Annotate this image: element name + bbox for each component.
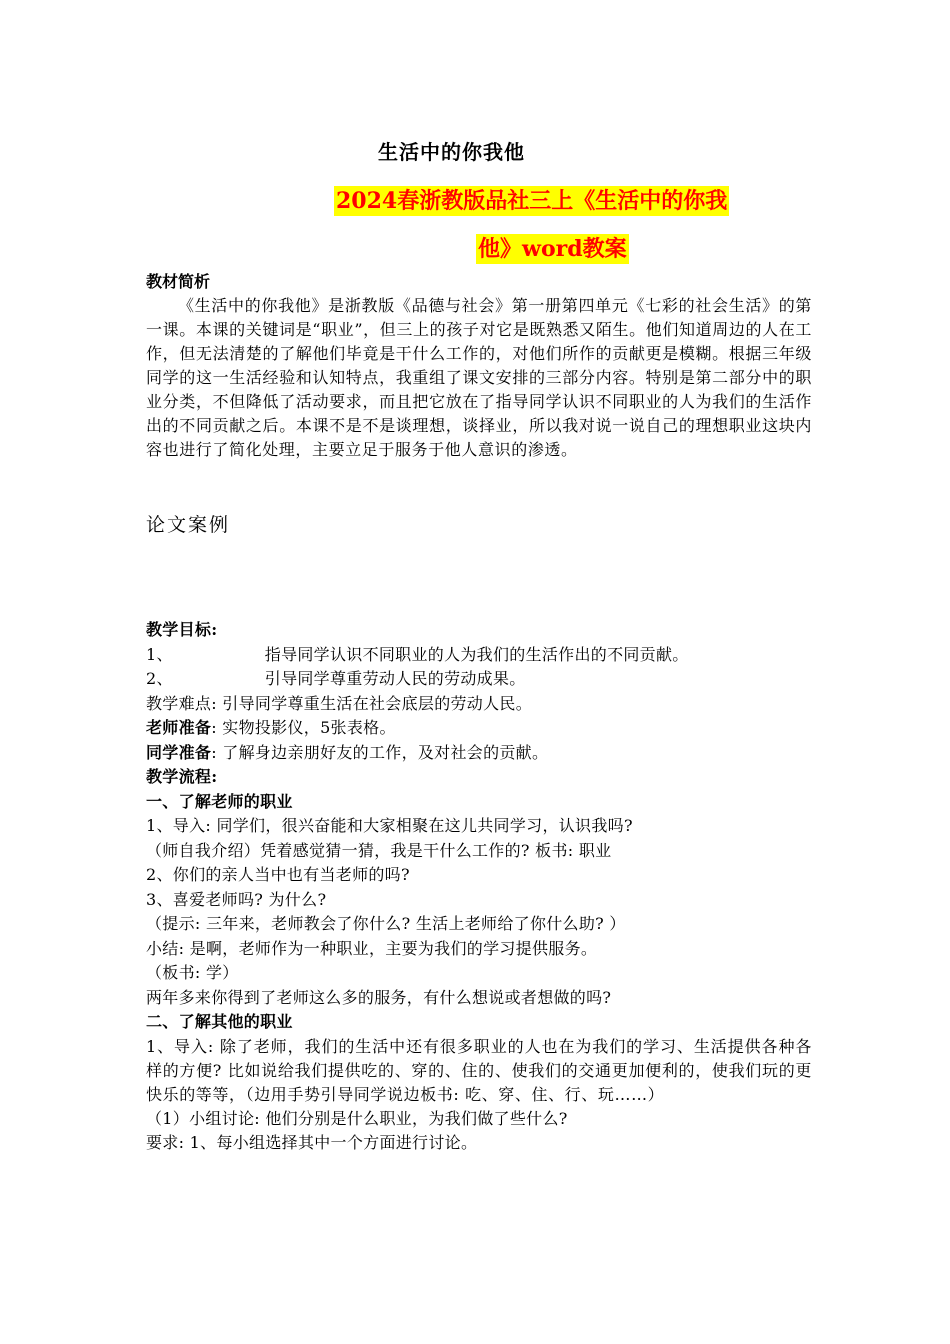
- teacher-prep-text: : 实物投影仪，5张表格。: [211, 718, 396, 737]
- highlighted-title-line-1: 2024春浙教版品社三上《生活中的你我: [336, 188, 728, 214]
- section1-line: 3、喜爱老师吗? 为什么?: [146, 889, 327, 909]
- highlighted-title-line-2: 他》word教案: [478, 236, 627, 262]
- section1-line: （师自我介绍）凭着感觉猜一猜，我是干什么工作的? 板书: 职业: [146, 840, 612, 860]
- goals-section: [146, 618, 812, 1156]
- goals-heading: 教学目标:: [146, 620, 218, 639]
- essay-heading: 论文案例: [146, 514, 231, 536]
- student-prep-line: [146, 741, 812, 766]
- difficulty-label: 教学难点:: [146, 693, 217, 713]
- section2-intro-paragraph: 1、导入: 除了老师，我们的生活中还有很多职业的人也在为我们的学习、生活提供各种各样的方便? 比如说给我们提供吃的、穿的、住的、使我们的交通更加便利的，使我们玩的更快乐的等等，（边用手势引导同学说边板书: 吃、穿、住、行、玩……）: [146, 1036, 812, 1104]
- student-prep-text: : 了解身边亲朋好友的工作，及对社会的贡献。: [211, 742, 549, 762]
- goal-text: 引导同学尊重劳动人民的劳动成果。: [264, 669, 526, 688]
- goal-item: [146, 667, 812, 692]
- goal-text: 指导同学认识不同职业的人为我们的生活作出的不同贡献。: [264, 644, 689, 664]
- intro-paragraph: 《生活中的你我他》是浙教版《品德与社会》第一册第四单元《七彩的社会生活》的第一课。本课的关键词是“职业”，但三上的孩子对它是既熟悉又陌生。他们知道周边的人在工作，但无法清楚的了解他们毕竟是干什么工作的，对他们所作的贡献更是模糊。根据三年级同学的这一生活经验和认知特点，我重组了课文安排的三部分内容。特别是第二部分中的职业分类，不但降低了活动要求，而且把它放在了指导同学认识不同职业的人为我们的生活作出的不同贡献之后。本课不是不是谈理想，谈择业，所以我对说一说自己的理想职业这块内容也进行了简化处理，主要立足于服务于他人意识的渗透。: [146, 296, 812, 459]
- goal-number: 2、: [146, 669, 173, 688]
- section1-line: 两年多来你得到了老师这么多的服务，有什么想说或者想做的吗?: [146, 987, 612, 1007]
- section1-line: （板书: 学）: [146, 963, 239, 982]
- page-title: 生活中的你我他: [378, 140, 525, 164]
- section1-line: （提示: 三年来，老师教会了你什么? 生活上老师给了你什么助? ）: [146, 914, 626, 933]
- section1-line: 1、导入: 同学们，很兴奋能和大家相聚在这儿共同学习，认识我吗?: [146, 816, 633, 835]
- section2-heading: 二、了解其他的职业: [146, 1012, 293, 1031]
- goal-number: 1、: [146, 644, 173, 664]
- difficulty-line: [146, 692, 812, 717]
- difficulty-text: 引导同学尊重生活在社会底层的劳动人民。: [222, 693, 532, 713]
- intro-heading: 教材简析: [146, 272, 211, 291]
- goal-item: [146, 643, 812, 668]
- teacher-prep-label: 老师准备: [146, 718, 212, 737]
- section1-line: 2、你们的亲人当中也有当老师的吗?: [146, 865, 410, 884]
- process-heading: 教学流程:: [146, 767, 218, 786]
- teacher-prep-line: [146, 716, 812, 741]
- section2-line: 要求: 1、每小组选择其中一个方面进行讨论。: [146, 1133, 478, 1152]
- section2-line: （1）小组讨论: 他们分别是什么职业，为我们做了些什么?: [146, 1108, 568, 1128]
- section1-heading: 一、了解老师的职业: [146, 791, 293, 811]
- intro-section: [146, 270, 812, 462]
- section1-line: 小结: 是啊，老师作为一种职业，主要为我们的学习提供服务。: [146, 938, 598, 958]
- student-prep-label: 同学准备: [146, 742, 212, 762]
